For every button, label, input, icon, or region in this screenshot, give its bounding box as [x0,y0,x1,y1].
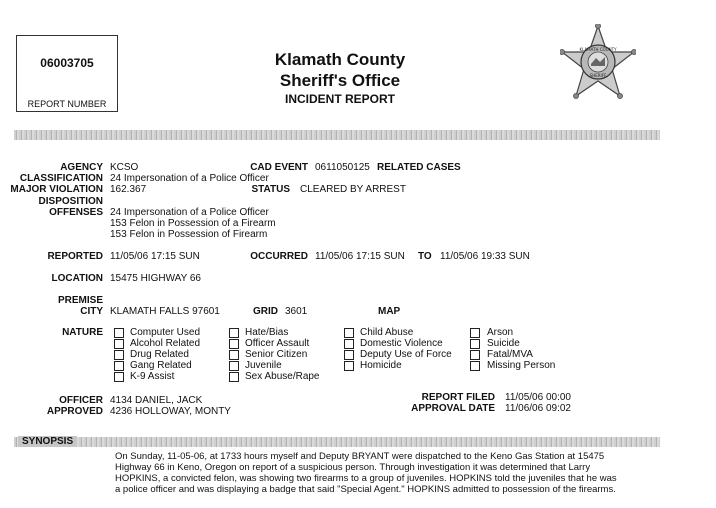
reported-value: 11/05/06 17:15 SUN [110,251,200,262]
nature-checkbox[interactable] [229,361,239,371]
cad-event-value: 0611050125 [315,162,370,173]
nature-checkbox[interactable] [470,339,480,349]
classification-value: 24 Impersonation of a Police Officer [110,173,269,184]
cad-event-label: CAD EVENT [250,162,308,173]
synopsis-line: Highway 66 in Keno, Oregon on report of a suspicious person. Through investigation it was determined that Larry [115,462,591,473]
grid-value: 3601 [285,306,308,317]
nature-label: NATURE [62,327,103,338]
nature-checkbox[interactable] [470,350,480,360]
nature-option-label: Sex Abuse/Rape [245,371,320,382]
approval-date-value: 11/06/06 09:02 [505,403,571,414]
occurred-value: 11/05/06 17:15 SUN [315,251,405,262]
nature-checkbox[interactable] [470,328,480,338]
nature-checkbox[interactable] [229,339,239,349]
nature-checkbox[interactable] [114,350,124,360]
nature-checkbox[interactable] [344,350,354,360]
nature-option-label: K-9 Assist [130,371,175,382]
synopsis-line: On Sunday, 11-05-06, at 1733 hours myself and Deputy BRYANT were dispatched to the Keno Gas Station at 15475 [115,451,605,462]
related-cases-label: RELATED CASES [377,162,461,173]
nature-checkbox[interactable] [114,361,124,371]
nature-option-label: Arson [487,327,514,338]
city-label: CITY [80,306,103,317]
synopsis-label: SYNOPSIS [18,436,77,447]
nature-checkbox[interactable] [470,361,480,371]
report-filed-label: REPORT FILED [421,392,495,403]
approved-value: 4236 HOLLOWAY, MONTY [110,406,231,417]
major-violation-value: 162.367 [110,184,147,195]
nature-option-label: Fatal/MVA [487,349,533,360]
synopsis-divider [14,437,660,447]
nature-option-label: Suicide [487,338,520,349]
disposition-label: DISPOSITION [38,196,103,207]
offense-line: 24 Impersonation of a Police Officer [110,207,269,218]
city-value: KLAMATH FALLS 97601 [110,306,220,317]
agency-label: AGENCY [60,162,103,173]
badge-bottom-text: SHERIFF [589,73,607,78]
nature-option-label: Alcohol Related [130,338,201,349]
officer-value: 4134 DANIEL, JACK [110,395,203,406]
grid-label: GRID [253,306,278,317]
offense-line: 153 Felon in Possession of Firearm [110,229,268,240]
nature-option-label: Drug Related [130,349,189,360]
nature-checkbox[interactable] [114,328,124,338]
location-value: 15475 HIGHWAY 66 [110,273,201,284]
nature-checkbox[interactable] [344,339,354,349]
offense-line: 153 Felon in Possession of a Firearm [110,218,276,229]
nature-option-label: Missing Person [487,360,556,371]
nature-checkbox[interactable] [114,339,124,349]
report-number-box [16,35,118,112]
header-divider [14,130,660,140]
location-label: LOCATION [51,273,103,284]
reported-label: REPORTED [47,251,103,262]
nature-option-label: Officer Assault [245,338,310,349]
map-label: MAP [378,306,401,317]
nature-option-label: Computer Used [130,327,201,338]
badge-top-text: KLAMATH COUNTY [579,47,617,52]
nature-checkbox[interactable] [229,350,239,360]
status-label: STATUS [251,184,290,195]
report-number: 06003705 [40,56,94,70]
report-type-title: INCIDENT REPORT [284,92,395,106]
report-number-label: REPORT NUMBER [27,99,107,109]
synopsis-line: HOPKINS, a convicted felon, was showing two firearms to a group of juveniles. HOPKINS told the juveniles that he was [115,473,617,484]
nature-option-label: Deputy Use of Force [360,349,452,360]
premise-label: PREMISE [57,295,103,306]
classification-label: CLASSIFICATION [19,173,103,184]
major-violation-label: MAJOR VIOLATION [10,184,103,195]
sheriff-badge-icon [560,24,636,108]
nature-checkbox[interactable] [114,372,124,382]
nature-option-label: Domestic Violence [360,338,443,349]
nature-option-label: Child Abuse [360,327,414,338]
officer-label: OFFICER [59,395,103,406]
nature-option-label: Homicide [360,360,402,371]
approval-date-label: APPROVAL DATE [411,403,495,414]
approved-label: APPROVED [46,406,103,417]
status-value: CLEARED BY ARREST [300,184,406,195]
nature-option-label: Juvenile [245,360,282,371]
report-filed-value: 11/05/06 00:00 [505,392,571,403]
agency-value: KCSO [110,162,139,173]
nature-option-label: Hate/Bias [245,327,289,338]
nature-option-label: Gang Related [130,360,192,371]
synopsis-line: a police officer and was displaying a badge that said "Special Agent." HOPKINS admitted to possession of the firearms. [115,484,616,495]
nature-checkbox[interactable] [229,372,239,382]
offenses-label: OFFENSES [49,207,103,218]
to-label: TO [418,251,432,262]
agency-title: Klamath County [274,50,406,69]
nature-checkbox[interactable] [229,328,239,338]
office-title: Sheriff's Office [279,71,401,90]
to-value: 11/05/06 19:33 SUN [440,251,530,262]
occurred-label: OCCURRED [250,251,308,262]
nature-checkbox[interactable] [344,328,354,338]
nature-checkbox[interactable] [344,361,354,371]
nature-option-label: Senior Citizen [245,349,308,360]
